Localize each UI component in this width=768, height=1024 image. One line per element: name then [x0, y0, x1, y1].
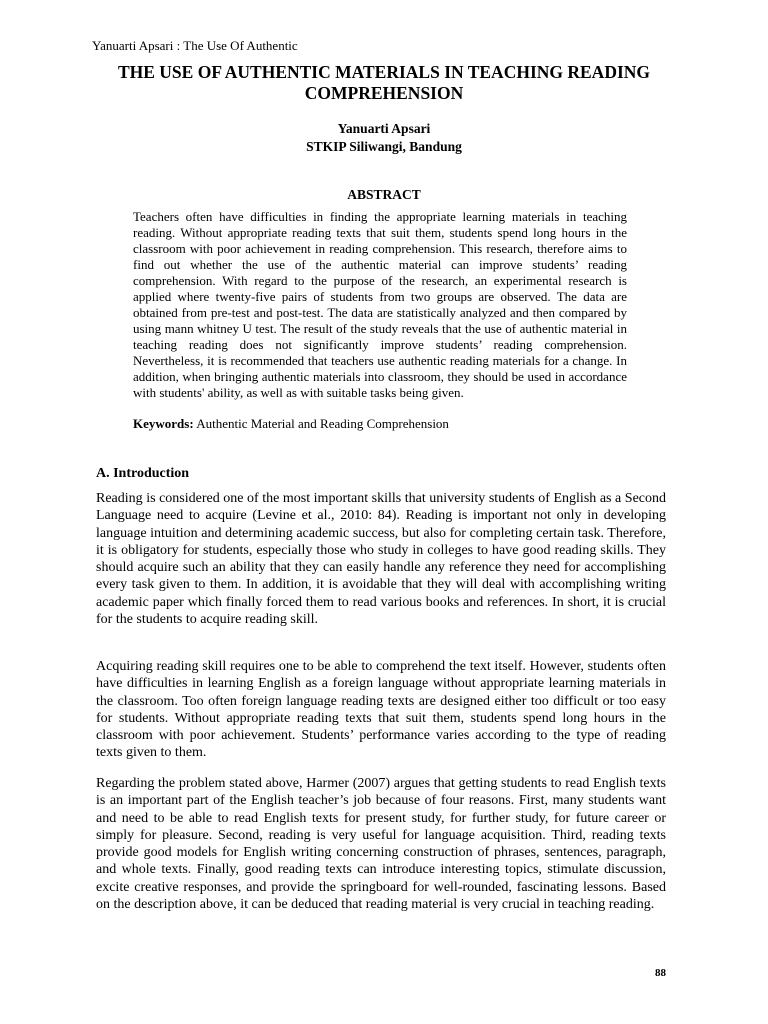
running-head: Yanuarti Apsari : The Use Of Authentic — [92, 38, 298, 53]
section-heading-introduction: A. Introduction — [96, 466, 190, 481]
keywords-label: Keywords: — [133, 416, 194, 431]
page-number: 88 — [655, 967, 666, 979]
title-line-2: COMPREHENSION — [304, 83, 464, 103]
abstract-text: Teachers often have difficulties in finding the appropriate learning materials in teaching reading. Without appropriate reading texts that suit them, students spend long hours in the classroom with poor achievement in reading comprehension. This research, therefore aims to find out whether the use of the authentic material can improve students’ reading comprehension. With regard to the purpose of the research, an experimental research is applied where twenty-five pairs of students from two groups are observed. The data are obtained from pre-test and post-test. The data are statistically analyzed and then compared by using mann whitney U test. The result of the study reveals that the use of authentic material in teaching reading does not significantly improve students’ reading comprehension. Nevertheless, it is recommended that teachers use authentic reading materials for a change. In addition, when bringing authentic materials into classroom, they should be used in accordance with students' ability, as well as with suitable tasks being given. — [133, 209, 627, 400]
author-affiliation: STKIP Siliwangi, Bandung — [306, 139, 462, 154]
title-line-1: THE USE OF AUTHENTIC MATERIALS IN TEACHING READING — [117, 62, 651, 82]
abstract-heading: ABSTRACT — [347, 187, 421, 202]
intro-paragraph-1: Reading is considered one of the most important skills that university students of English as a Second Language need to acquire (Levine et al., 2010: 84). Reading is important not only in developing language intuition and determining academic success, but also for completing certain task. Therefore, it is obligatory for students, especially those who study in colleges to have good reading skills. They should acquire such an ability that they can easily handle any reference they need for accomplishing every task given to them. In addition, it is avoidable that they will deal with accomplishing writing academic paper which finally forced them to read various books and references. In short, it is crucial for the students to acquire reading skill. — [96, 491, 666, 628]
keywords-text: Authentic Material and Reading Comprehension — [196, 416, 449, 431]
paper-title — [60, 62, 708, 104]
author-name: Yanuarti Apsari — [337, 121, 431, 136]
intro-paragraph-3: Regarding the problem stated above, Harmer (2007) argues that getting students to read English texts is an important part of the English teacher’s job because of four reasons. First, many students want and need to be able to read English texts for present study, for further study, for future career or simply for pleasure. Second, reading is very useful for language acquisition. Third, reading texts provide good models for English writing concerning construction of phrases, sentences, paragraph, and whole texts. Finally, good reading texts can introduce interesting topics, stimulate discussion, excite creative responses, and provide the springboard for well-rounded, fascinating lessons. Based on the description above, it can be deduced that reading material is very crucial in teaching reading. — [96, 776, 666, 913]
intro-paragraph-2: Acquiring reading skill requires one to be able to comprehend the text itself. However, students often have difficulties in learning English as a foreign language without appropriate learning materials in the classroom. Too often foreign language reading texts are designed either too difficult or too easy for students. Without appropriate reading texts that suit them, students spend long hours in the classroom with poor achievement. Students’ performance varies according to the type of reading texts given to them. — [96, 659, 666, 761]
keywords — [133, 416, 627, 432]
